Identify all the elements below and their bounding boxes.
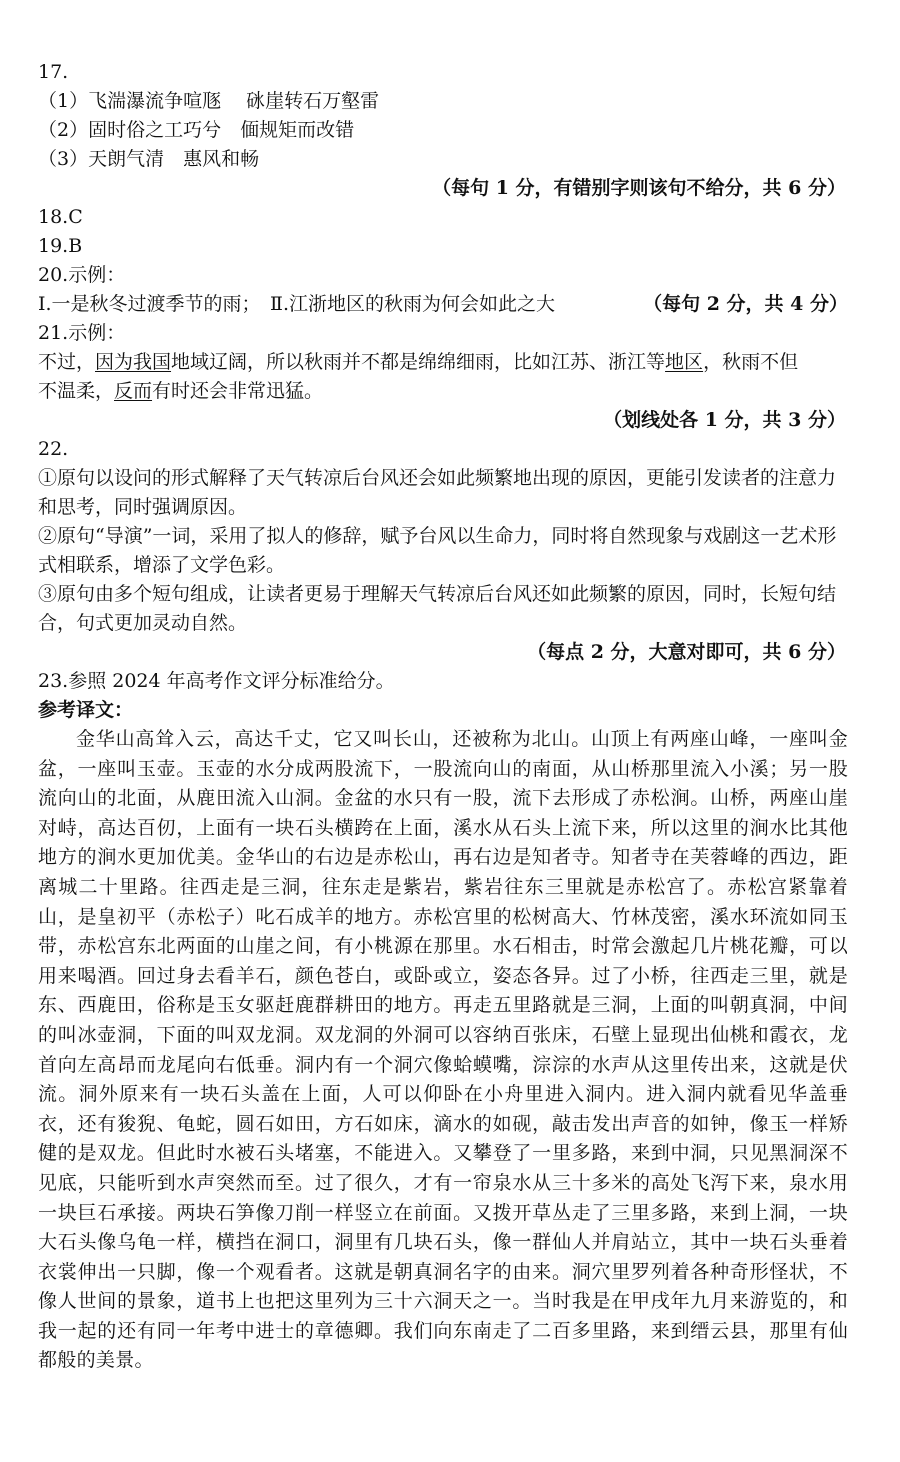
q21-underline-2: 地区 [665, 351, 704, 373]
q22-point-2: ②原句“导演”一词，采用了拟人的修辞，赋予台风以生命力，同时将自然现象与戏剧这一艺术形式相联系，增添了文学色彩。 [38, 525, 837, 576]
q21-text-1: 不过， [38, 351, 96, 373]
q21-text-5: 有时还会非常迅猛。 [152, 380, 324, 402]
q21-text-4: 不温柔， [38, 380, 115, 402]
q17-answer-2: （2）固时俗之工巧兮 偭规矩而改错 [38, 119, 355, 141]
q22-score-note: （每点 2 分，大意对即可，共 6 分） [527, 641, 846, 663]
q17-answer-3: （3）天朗气清 惠风和畅 [38, 148, 260, 170]
q21-underline-1: 因为我国 [95, 351, 172, 373]
q17-number: 17. [38, 61, 69, 83]
q20-answer: Ⅰ.一是秋冬过渡季节的雨； Ⅱ.江浙地区的秋雨为何会如此之大 [38, 293, 556, 315]
q17-score-note: （每句 1 分，有错别字则该句不给分，共 6 分） [432, 177, 846, 199]
q20-score-note: （每句 2 分，共 4 分） [643, 293, 848, 315]
q21-number: 21.示例： [38, 322, 126, 344]
q22-point-3: ③原句由多个短句组成，让读者更易于理解天气转凉后台风还如此频繁的原因，同时，长短句结合，句式更加灵动自然。 [38, 583, 837, 634]
q21-answer-line-1 [38, 348, 848, 377]
q22-point-1: ①原句以设问的形式解释了天气转凉后台风还会如此频繁地出现的原因，更能引发读者的注意力和思考，同时强调原因。 [38, 467, 837, 518]
q20-answer-row [38, 290, 848, 319]
q21-score-note: （划线处各 1 分，共 3 分） [603, 409, 846, 431]
q19-answer: 19.B [38, 235, 83, 257]
q21-underline-3: 反而 [114, 380, 153, 402]
translation-text: 金华山高耸入云，高达千丈，它又叫长山，还被称为北山。山顶上有两座山峰，一座叫金盆，一座叫玉壶。玉壶的水分成两股流下，一股流向山的南面，从山桥那里流入小溪；另一股流向山的北面，从鹿田流入山洞。金盆的水只有一股，流下去形成了赤松涧。山桥，两座山崖对峙，高达百仞，上面有一块石头横跨在上面，溪水从石头上流下来，所以这里的涧水比其他地方的涧水更加优美。金华山的右边是赤松山，再右边是知者寺。知者寺在芙蓉峰的西边，距离城二十里路。往西走是三洞，往东走是紫岩，紫岩往东三里就是赤松宫了。赤松宫紧靠着山，是皇初平（赤松子）叱石成羊的地方。赤松宫里的松树高大、竹林茂密，溪水环流如同玉带，赤松宫东北两面的山崖之间，有小桃源在那里。水石相击，时常会激起几片桃花瓣，可以用来喝酒。回过身去看羊石，颜色苍白，或卧或立，姿态各异。过了小桥，往西走三里，就是东、西鹿田，俗称是玉女驱赶鹿群耕田的地方。再走五里路就是三洞，上面的叫朝真洞，中间的叫冰壶洞，下面的叫双龙洞。双龙洞的外洞可以容纳百张床，石壁上显现出仙桃和霞衣，龙首向左高昂而龙尾向右低垂。洞内有一个洞穴像蛤蟆嘴，淙淙的水声从这里传出来，这就是伏流。洞外原来有一块石头盖在上面，人可以仰卧在小舟里进入洞内。进入洞内就看见华盖垂衣，还有狻猊、龟蛇，圆石如田，方石如床，滴水的如砚，敲击发出声音的如钟，像玉一样矫健的是双龙。但此时水被石头堵塞，不能进入。又攀登了一里多路，来到中洞，只见黑洞深不见底，只能听到水声突然而至。过了很久，才有一帘泉水从三十多米的高处飞泻下来，泉水用一块巨石承接。两块石笋像刀削一样竖立在前面。又拨开草丛走了三里多路，来到上洞，一块大石头像乌龟一样，横挡在洞口，洞里有几块石头，像一群仙人并肩站立，其中一块石头垂着衣裳伸出一只脚，像一个观看者。这就是朝真洞名字的由来。洞穴里罗列着各种奇形怪状，不像人世间的景象，道书上也把这里列为三十六洞天之一。当时我是在甲戌年九月来游览的，和我一起的还有同一年考中进士的章德卿。我们向东南走了二百多里路，来到缙云县，那里有仙都般的美景。 [38, 728, 848, 1372]
q20-number: 20.示例： [38, 264, 126, 286]
q21-text-2: 地域辽阔，所以秋雨并不都是绵绵细雨，比如江苏、浙江等 [171, 351, 666, 373]
q22-number: 22. [38, 438, 69, 460]
q17-answer-1: （1）飞湍瀑流争喧豗 砯崖转石万壑雷 [38, 90, 380, 112]
q21-text-3: ，秋雨不但 [703, 351, 799, 373]
translation-heading: 参考译文： [38, 699, 134, 721]
q23-answer: 23.参照 2024 年高考作文评分标准给分。 [38, 670, 395, 692]
q21-answer-line-2 [38, 377, 848, 406]
q18-answer: 18.C [38, 206, 83, 228]
